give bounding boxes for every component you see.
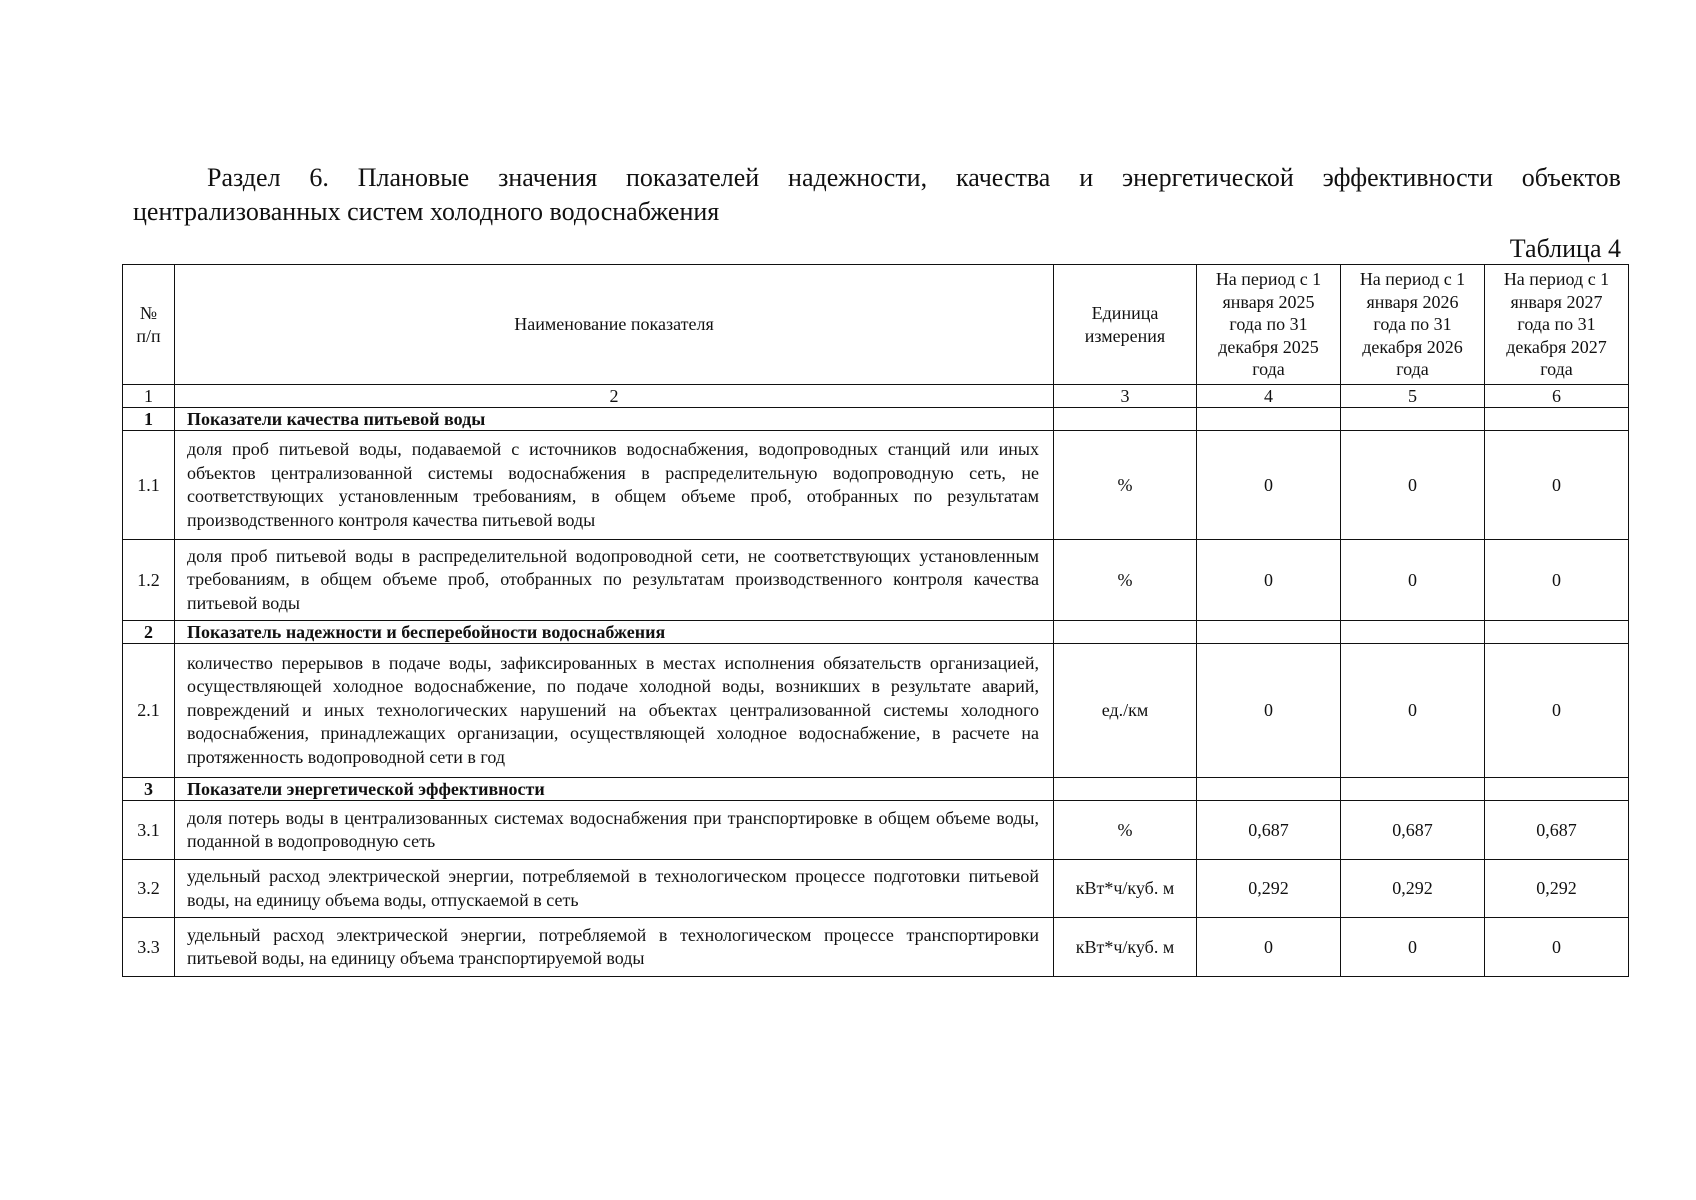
- header-period-2025: На период с 1 января 2025 года по 31 декабря 2025 года: [1197, 265, 1341, 385]
- section-row: [123, 408, 1629, 431]
- indicator-name: доля потерь воды в централизованных системах водоснабжения при транспортировке в общем объеме воды, поданной в водопроводную сеть: [175, 801, 1054, 860]
- header-num: № п/п: [123, 265, 175, 385]
- section-title: Показатели энергетической эффективности: [175, 778, 1054, 801]
- empty-cell: [1341, 778, 1485, 801]
- row-num: 3.2: [123, 860, 175, 918]
- column-index: 5: [1341, 385, 1485, 408]
- empty-cell: [1341, 621, 1485, 644]
- section-num: 2: [123, 621, 175, 644]
- row-num: 2.1: [123, 644, 175, 778]
- row-num: 1.2: [123, 540, 175, 621]
- value-2025: 0: [1197, 644, 1341, 778]
- indicator-unit: %: [1054, 801, 1197, 860]
- value-2025: 0,687: [1197, 801, 1341, 860]
- section-heading: [133, 161, 1621, 229]
- column-index: 3: [1054, 385, 1197, 408]
- column-index-row: [123, 385, 1629, 408]
- empty-cell: [1054, 621, 1197, 644]
- value-2027: 0: [1485, 540, 1629, 621]
- column-index: 4: [1197, 385, 1341, 408]
- table-row: [123, 644, 1629, 778]
- value-2026: 0: [1341, 918, 1485, 977]
- empty-cell: [1197, 621, 1341, 644]
- indicator-unit: %: [1054, 540, 1197, 621]
- value-2027: 0,687: [1485, 801, 1629, 860]
- value-2026: 0: [1341, 431, 1485, 540]
- heading-word: значения: [498, 163, 598, 192]
- table-header-row: [123, 265, 1629, 385]
- heading-word: энергетической: [1121, 163, 1294, 192]
- heading-word: 6.: [309, 163, 329, 192]
- section-num: 1: [123, 408, 175, 431]
- indicator-unit: ед./км: [1054, 644, 1197, 778]
- value-2026: 0: [1341, 644, 1485, 778]
- indicator-name: количество перерывов в подаче воды, зафиксированных в местах исполнения обязательств организацией, осуществляющей холодное водоснабжение, по подаче холодной воды, возникших в результате аварий, повреждений и иных технологических нарушений на объектах централизованной системы холодного водоснабжения, принадлежащих организации, осуществляющей холодное водоснабжение, в расчете на протяженность водопроводной сети в год: [175, 644, 1054, 778]
- empty-cell: [1485, 621, 1629, 644]
- empty-cell: [1197, 408, 1341, 431]
- table-row: [123, 801, 1629, 860]
- header-period-2027: На период с 1 января 2027 года по 31 декабря 2027 года: [1485, 265, 1629, 385]
- empty-cell: [1485, 778, 1629, 801]
- table-row: [123, 860, 1629, 918]
- section-heading-line2: централизованных систем холодного водоснабжения: [133, 197, 720, 226]
- table-row: [123, 431, 1629, 540]
- heading-word: объектов: [1521, 163, 1621, 192]
- value-2027: 0: [1485, 431, 1629, 540]
- heading-word: Плановые: [357, 163, 470, 192]
- section-row: [123, 778, 1629, 801]
- row-num: 3.1: [123, 801, 175, 860]
- section-num: 3: [123, 778, 175, 801]
- indicators-table: [122, 264, 1629, 977]
- indicator-name: доля проб питьевой воды в распределительной водопроводной сети, не соответствующих установленным требованиям, в общем объеме проб, отобранных по результатам производственного контроля качества питьевой воды: [175, 540, 1054, 621]
- indicator-name: доля проб питьевой воды, подаваемой с источников водоснабжения, водопроводных станций или иных объектов централизованной системы водоснабжения в распределительную водопроводную сеть, не соответствующих установленным требованиям, в общем объеме проб, отобранных по результатам производственного контроля качества питьевой воды: [175, 431, 1054, 540]
- section-heading-line1: [133, 161, 1621, 195]
- indicator-name: удельный расход электрической энергии, потребляемой в технологическом процессе подготовки питьевой воды, на единицу объема воды, отпускаемой в сеть: [175, 860, 1054, 918]
- indicator-name: удельный расход электрической энергии, потребляемой в технологическом процессе транспортировки питьевой воды, на единицу объема транспортируемой воды: [175, 918, 1054, 977]
- heading-word: и: [1079, 163, 1094, 192]
- table-row: [123, 540, 1629, 621]
- value-2027: 0,292: [1485, 860, 1629, 918]
- empty-cell: [1054, 778, 1197, 801]
- value-2026: 0,687: [1341, 801, 1485, 860]
- heading-word: качества: [955, 163, 1051, 192]
- column-index: 6: [1485, 385, 1629, 408]
- column-index: 1: [123, 385, 175, 408]
- empty-cell: [1485, 408, 1629, 431]
- value-2027: 0: [1485, 918, 1629, 977]
- section-title: Показатель надежности и бесперебойности водоснабжения: [175, 621, 1054, 644]
- heading-word: эффективности: [1322, 163, 1493, 192]
- indicator-unit: %: [1054, 431, 1197, 540]
- empty-cell: [1341, 408, 1485, 431]
- heading-word: показателей: [626, 163, 760, 192]
- value-2025: 0: [1197, 918, 1341, 977]
- section-row: [123, 621, 1629, 644]
- indicator-unit: кВт*ч/куб. м: [1054, 918, 1197, 977]
- value-2026: 0: [1341, 540, 1485, 621]
- empty-cell: [1197, 778, 1341, 801]
- value-2026: 0,292: [1341, 860, 1485, 918]
- indicator-unit: кВт*ч/куб. м: [1054, 860, 1197, 918]
- value-2025: 0: [1197, 540, 1341, 621]
- value-2025: 0: [1197, 431, 1341, 540]
- heading-word: надежности,: [788, 163, 928, 192]
- table-row: [123, 918, 1629, 977]
- value-2027: 0: [1485, 644, 1629, 778]
- row-num: 1.1: [123, 431, 175, 540]
- value-2025: 0,292: [1197, 860, 1341, 918]
- column-index: 2: [175, 385, 1054, 408]
- heading-word: Раздел: [207, 163, 281, 192]
- empty-cell: [1054, 408, 1197, 431]
- row-num: 3.3: [123, 918, 175, 977]
- header-name: Наименование показателя: [175, 265, 1054, 385]
- table-label: Таблица 4: [1509, 234, 1621, 263]
- header-period-2026: На период с 1 января 2026 года по 31 декабря 2026 года: [1341, 265, 1485, 385]
- header-unit: Единица измерения: [1054, 265, 1197, 385]
- section-title: Показатели качества питьевой воды: [175, 408, 1054, 431]
